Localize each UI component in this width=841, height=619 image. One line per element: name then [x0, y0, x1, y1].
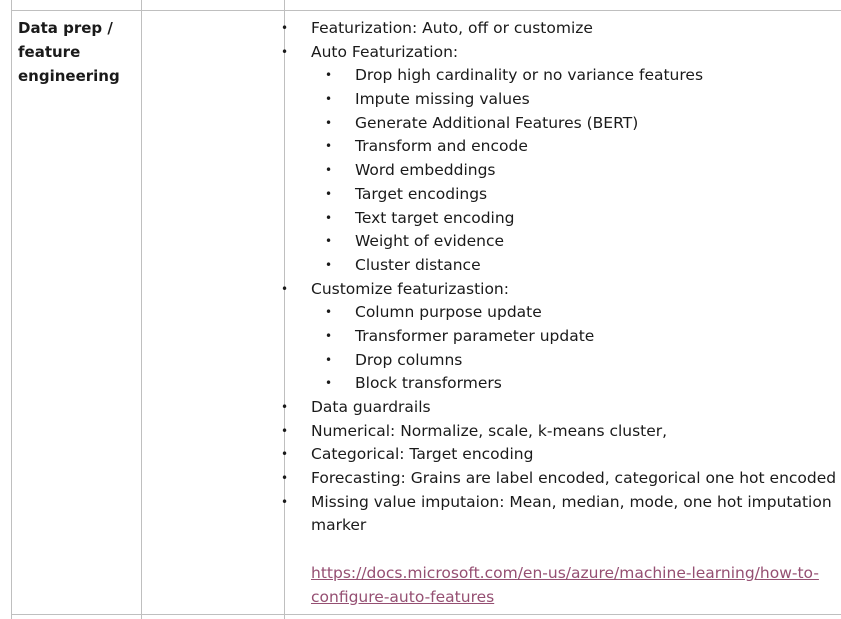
list-item [0, 41, 841, 65]
list-item [0, 17, 841, 41]
bullet-icon: • [281, 281, 289, 296]
list-item [0, 278, 841, 302]
list-item-text: Cluster distance [355, 255, 481, 274]
list-item-text: Customize featurizastion: [311, 279, 509, 298]
list-item-text: Missing value imputaion: Mean, median, mode, one hot imputation [311, 492, 832, 511]
list-item-text: Forecasting: Grains are label encoded, categorical one hot encoded [311, 469, 837, 488]
sub-list-item [0, 88, 841, 112]
list-item-text: Auto Featurization: [311, 42, 459, 61]
link-line[interactable] [0, 562, 841, 586]
bullet-icon: • [325, 210, 333, 225]
bullet-icon: • [325, 139, 333, 154]
list-item-continuation [0, 514, 841, 538]
docs-link[interactable]: https://docs.microsoft.com/en-us/azure/machine-learning/how-to- [311, 563, 819, 582]
bullet-icon: • [325, 257, 333, 272]
bullet-icon: • [325, 352, 333, 367]
sub-list-item [0, 254, 841, 278]
list-item-text: Featurization: Auto, off or customize [311, 19, 593, 37]
list-item-text: Impute missing values [355, 90, 530, 109]
list-item [0, 396, 841, 420]
row-heading-line: Data prep / [18, 19, 113, 37]
feature-list [0, 17, 841, 609]
bullet-icon: • [281, 471, 289, 486]
blank-line [0, 538, 841, 562]
list-item-text: Drop columns [355, 350, 463, 369]
sub-list-item [0, 183, 841, 207]
bullet-icon: • [325, 68, 333, 83]
list-item-text: Transform and encode [355, 137, 528, 156]
list-item [0, 467, 841, 491]
link-line[interactable] [0, 586, 841, 610]
bullet-icon: • [281, 447, 289, 462]
list-item-text: Categorical: Target encoding [311, 445, 534, 464]
list-item-text: Column purpose update [355, 303, 542, 322]
sub-list-item [0, 135, 841, 159]
sub-list-item [0, 325, 841, 349]
table-row-border-bottom [11, 614, 841, 615]
continuation-text: marker [311, 516, 367, 535]
bullet-icon: • [325, 305, 333, 320]
list-item-text: Text target encoding [355, 208, 515, 227]
bullet-icon: • [281, 494, 289, 509]
bullet-icon: • [325, 234, 333, 249]
row-heading-line: feature [18, 43, 81, 61]
list-item-text: Target encodings [355, 184, 488, 203]
sub-list-item [0, 112, 841, 136]
bullet-icon: • [325, 328, 333, 343]
sub-list-item [0, 301, 841, 325]
sub-list-item [0, 372, 841, 396]
bullet-icon: • [325, 163, 333, 178]
bullet-icon: • [281, 423, 289, 438]
docs-link[interactable]: configure-auto-features [311, 587, 495, 606]
row-heading-line: engineering [18, 67, 120, 85]
sub-list-item [0, 349, 841, 373]
list-item-text: Drop high cardinality or no variance features [355, 66, 704, 85]
list-item [0, 420, 841, 444]
bullet-icon: • [325, 92, 333, 107]
bullet-icon: • [325, 115, 333, 130]
bullet-icon: • [281, 44, 289, 59]
list-item-text: Transformer parameter update [355, 326, 595, 345]
bullet-icon: • [325, 186, 333, 201]
table-row-border-top [11, 10, 841, 11]
bullet-icon: • [281, 400, 289, 414]
bullet-icon: • [325, 376, 333, 391]
list-item-text: Block transformers [355, 374, 502, 393]
list-item-text: Numerical: Normalize, scale, k-means cluster, [311, 421, 668, 440]
list-item-text: Generate Additional Features (BERT) [355, 113, 639, 132]
sub-list-item [0, 159, 841, 183]
sub-list-item [0, 230, 841, 254]
list-item-text: Word embeddings [355, 161, 496, 180]
list-item [0, 443, 841, 467]
list-item-text: Weight of evidence [355, 232, 505, 251]
list-item [0, 491, 841, 515]
sub-list-item [0, 64, 841, 88]
bullet-icon: • [281, 21, 289, 35]
sub-list-item [0, 207, 841, 231]
list-item-text: Data guardrails [311, 398, 431, 416]
